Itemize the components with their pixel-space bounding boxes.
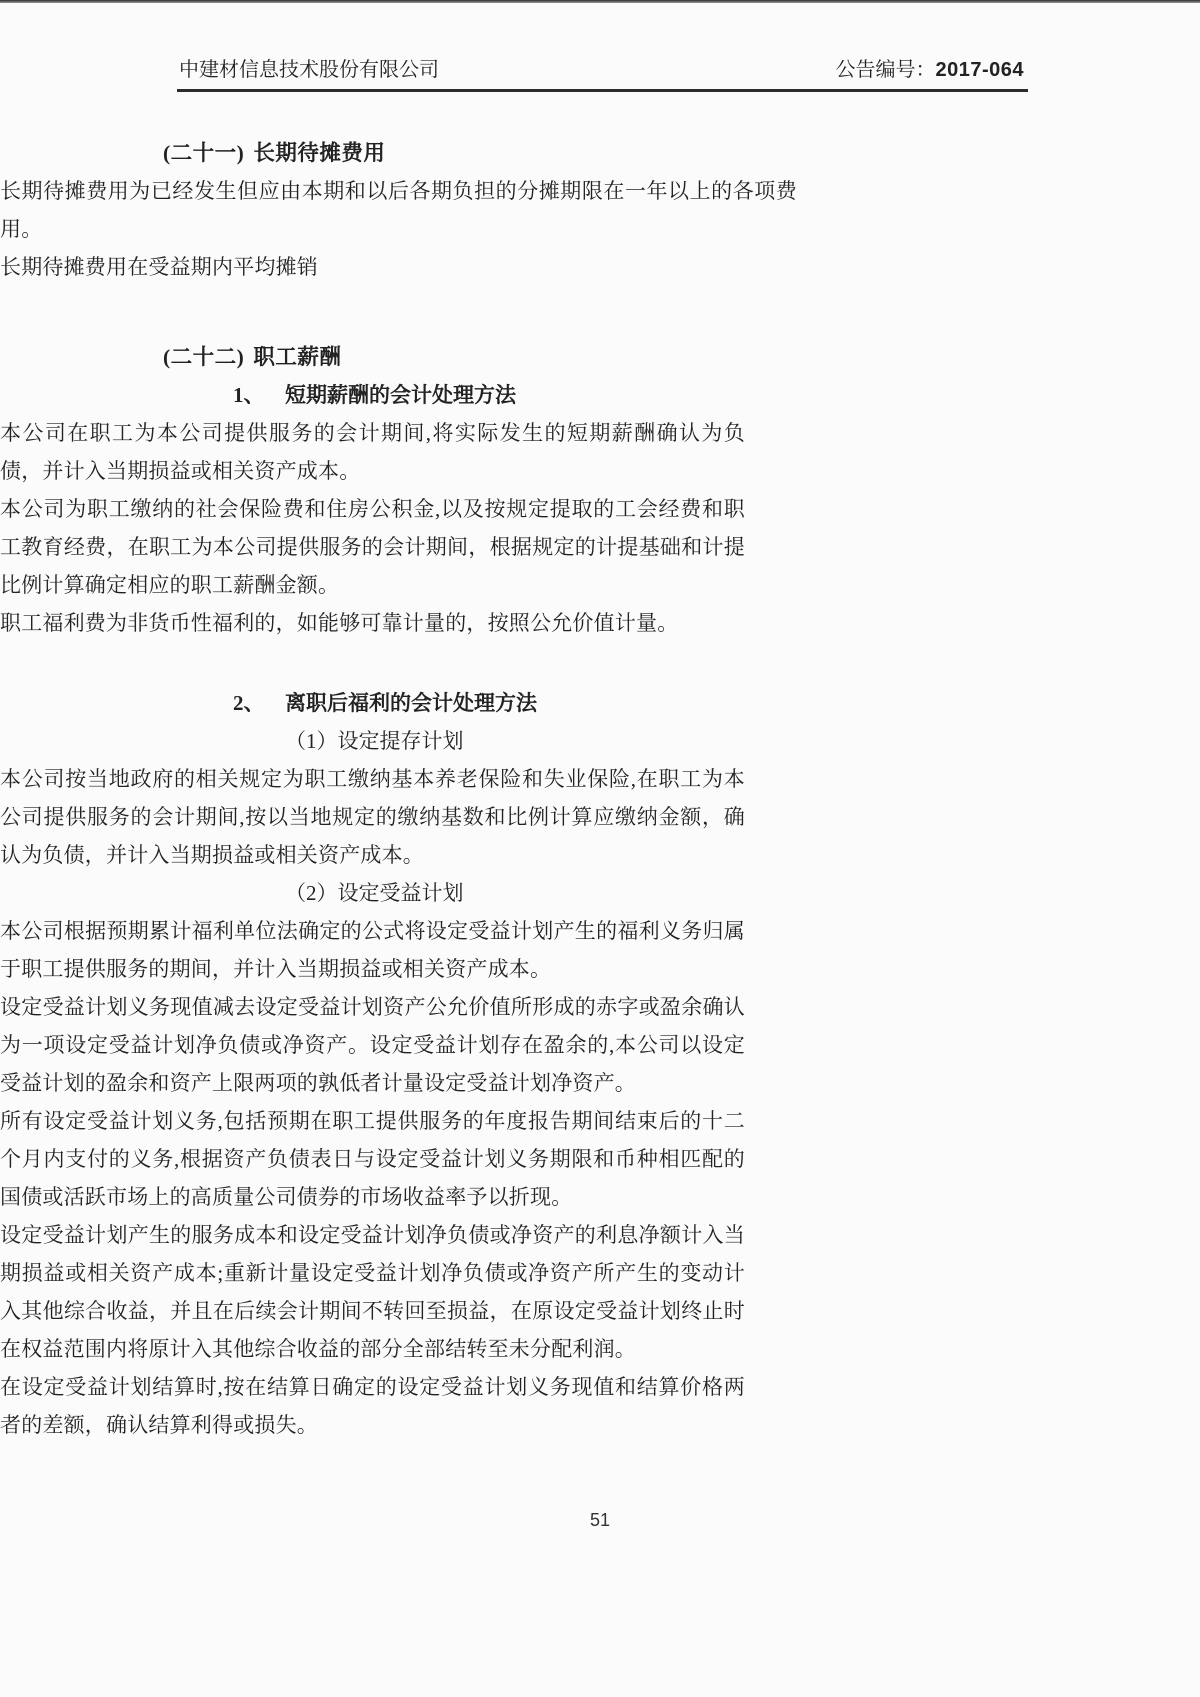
paragraph: 职工福利费为非货币性福利的，如能够可靠计量的，按照公允价值计量。 bbox=[0, 611, 679, 635]
paragraph: 长期待摊费用为已经发生但应由本期和以后各期负担的分摊期限在一年以上的各项费用。 bbox=[0, 179, 797, 241]
page-footer bbox=[0, 1510, 1200, 1531]
subsection-heading bbox=[233, 376, 1032, 414]
section-employee-compensation bbox=[0, 338, 1032, 1444]
header-rule bbox=[177, 89, 1028, 92]
paragraph: 本公司在职工为本公司提供服务的会计期间,将实际发生的短期薪酬确认为负债，并计入当期损益或相关资产成本。 bbox=[0, 421, 745, 483]
announcement-code: 2017-064 bbox=[935, 59, 1024, 81]
section-heading bbox=[163, 338, 1032, 376]
section-heading bbox=[163, 134, 1032, 172]
subsection-title: 短期薪酬的会计处理方法 bbox=[285, 383, 516, 407]
section-long-term-deferred-expenses bbox=[0, 134, 1032, 286]
paragraph: 所有设定受益计划义务,包括预期在职工提供服务的年度报告期间结束后的十二个月内支付的义务,根据资产负债表日与设定受益计划义务期限和币种相匹配的国债或活跃市场上的高质量公司债券的市场收益率予以折现。 bbox=[0, 1109, 745, 1209]
subsection-post-employment-benefits bbox=[0, 684, 1032, 1444]
section-title: 长期待摊费用 bbox=[253, 141, 386, 165]
section-label: (二十二) bbox=[163, 345, 245, 369]
paragraph: 设定受益计划义务现值减去设定受益计划资产公允价值所形成的赤字或盈余确认为一项设定受益计划净负债或净资产。设定受益计划存在盈余的,本公司以设定受益计划的盈余和资产上限两项的孰低者计量设定受益计划净资产。 bbox=[0, 995, 745, 1095]
paragraph: 本公司根据预期累计福利单位法确定的公式将设定受益计划产生的福利义务归属于职工提供服务的期间，并计入当期损益或相关资产成本。 bbox=[0, 919, 745, 981]
subsection-number: 1、 bbox=[233, 383, 265, 407]
paragraph: 本公司为职工缴纳的社会保险费和住房公积金,以及按规定提取的工会经费和职工教育经费，在职工为本公司提供服务的会计期间，根据规定的计提基础和计提比例计算确定相应的职工薪酬金额。 bbox=[0, 497, 745, 597]
paragraph: 在设定受益计划结算时,按在结算日确定的设定受益计划义务现值和结算价格两者的差额，确认结算利得或损失。 bbox=[0, 1375, 745, 1437]
item-label-defined-benefit: （2）设定受益计划 bbox=[285, 881, 464, 905]
paragraph: 本公司按当地政府的相关规定为职工缴纳基本养老保险和失业保险,在职工为本公司提供服务的会计期间,按以当地规定的缴纳基数和比例计算应缴纳金额，确认为负债，并计入当期损益或相关资产成本。 bbox=[0, 767, 745, 867]
company-name: 中建材信息技术股份有限公司 bbox=[179, 59, 439, 81]
paragraph: 长期待摊费用在受益期内平均摊销 bbox=[0, 255, 318, 279]
page-header bbox=[179, 57, 1024, 83]
announcement-number bbox=[835, 57, 1024, 83]
page-number: 51 bbox=[589, 1510, 611, 1530]
announcement-label: 公告编号： bbox=[835, 59, 936, 81]
scan-top-edge bbox=[0, 0, 1200, 3]
paragraph: 设定受益计划产生的服务成本和设定受益计划净负债或净资产的利息净额计入当期损益或相关资产成本;重新计量设定受益计划净负债或净资产所产生的变动计入其他综合收益，并且在后续会计期间不转回至损益，在原设定受益计划终止时在权益范围内将原计入其他综合收益的部分全部结转至未分配利润。 bbox=[0, 1223, 745, 1361]
subsection-short-term-compensation bbox=[0, 376, 1032, 642]
section-title: 职工薪酬 bbox=[253, 345, 342, 369]
section-label: (二十一) bbox=[163, 141, 245, 165]
item-label-defined-contribution: （1）设定提存计划 bbox=[285, 729, 464, 753]
subsection-title: 离职后福利的会计处理方法 bbox=[285, 691, 537, 715]
subsection-number: 2、 bbox=[233, 691, 265, 715]
subsection-heading bbox=[233, 684, 1032, 722]
